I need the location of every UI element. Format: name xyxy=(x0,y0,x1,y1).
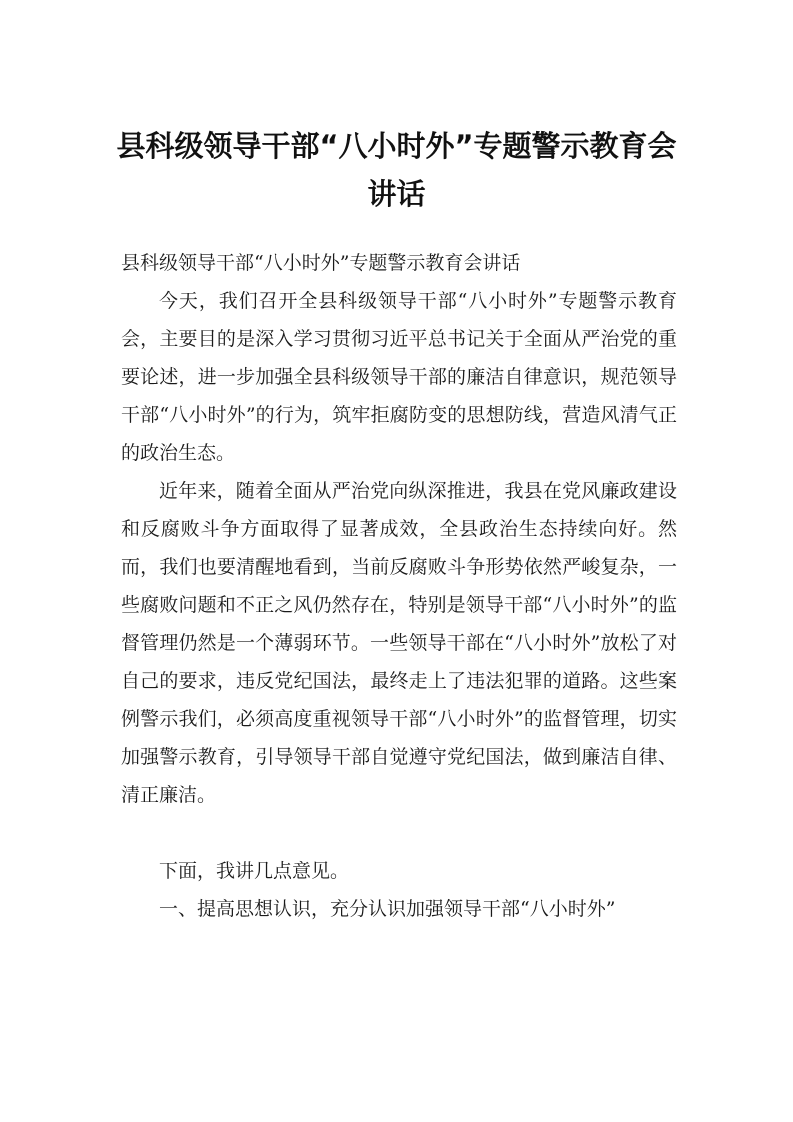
paragraph-situation: 近年来，随着全面从严治党向纵深推进，我县在党风廉政建设和反腐败斗争方面取得了显著成效，全县政治生态持续向好。然而，我们也要清醒地看到，当前反腐败斗争形势依然严峻复杂，一些腐败问题和不正之风仍然存在，特别是领导干部“八小时外”的监督管理仍然是一个薄弱环节。一些领导干部在“八小时外”放松了对自己的要求，违反党纪国法，最终走上了违法犯罪的道路。这些案例警示我们，必须高度重视领导干部“八小时外”的监督管理，切实加强警示教育，引导领导干部自觉遵守党纪国法，做到廉洁自律、清正廉洁。 xyxy=(121,480,677,806)
paragraph-transition: 下面，我讲几点意见。 xyxy=(159,860,350,882)
paragraph-opening: 今天，我们召开全县科级领导干部“八小时外”专题警示教育会，主要目的是深入学习贯彻习近平总书记关于全面从严治党的重要论述，进一步加强全县科级领导干部的廉洁自律意识，规范领导干部“八小时外”的行为，筑牢拒腐防变的思想防线，营造风清气正的政治生态。 xyxy=(121,290,677,464)
document-subtitle: 县科级领导干部“八小时外”专题警示教育会讲话 xyxy=(121,252,521,274)
document-body xyxy=(121,244,677,928)
document-title: 县科级领导干部“八小时外”专题警示教育会讲话 xyxy=(116,129,677,211)
section-heading-one: 一、提高思想认识，充分认识加强领导干部“八小时外” xyxy=(159,898,616,920)
paragraph-spacer xyxy=(121,814,677,852)
